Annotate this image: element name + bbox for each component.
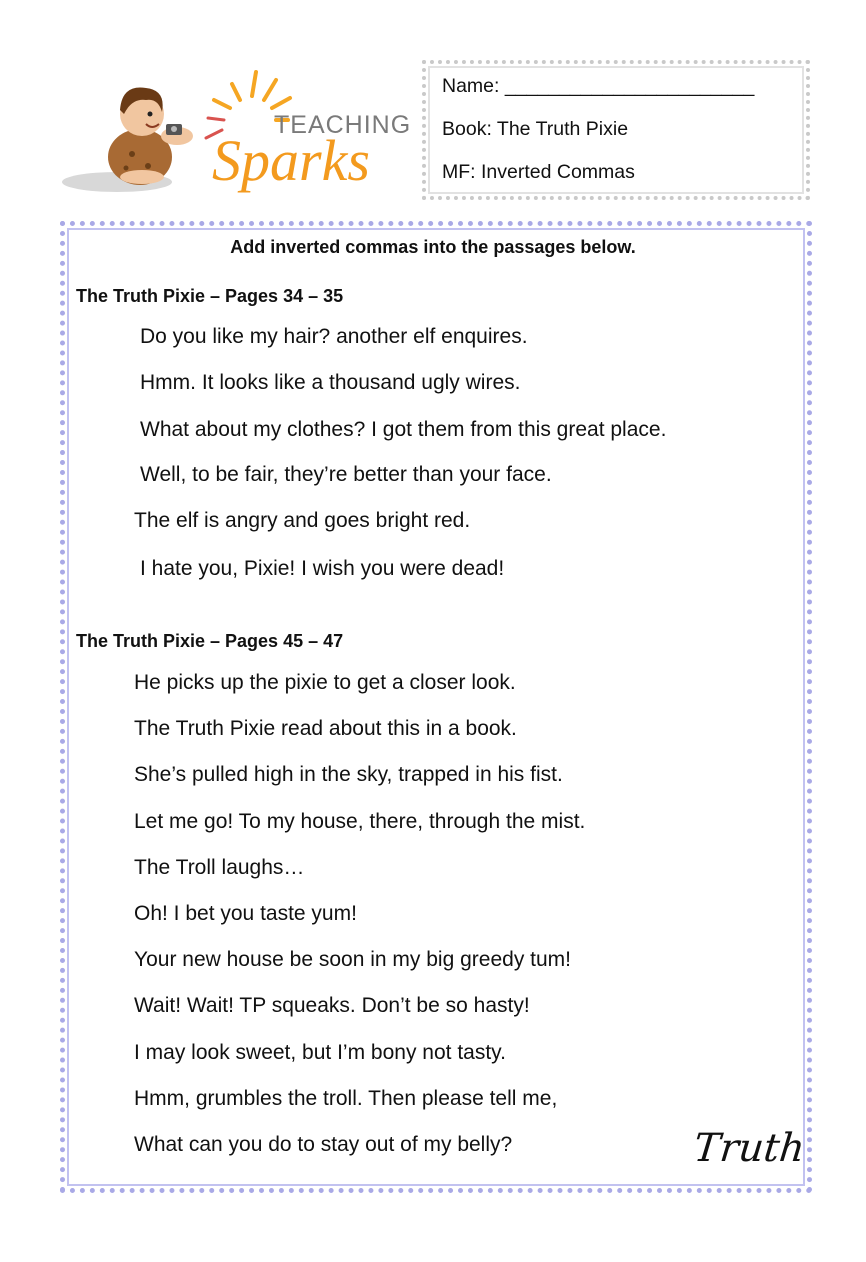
caveman-logo-icon xyxy=(62,62,412,202)
passage-line: I hate you, Pixie! I wish you were dead! xyxy=(140,557,505,580)
truth-stamp: Truth xyxy=(691,1126,807,1171)
student-info-box xyxy=(422,60,810,200)
name-field[interactable]: Name: _______________________ xyxy=(442,75,755,97)
passage-line: The Truth Pixie read about this in a book. xyxy=(134,717,517,740)
passage-line: I may look sweet, but I’m bony not tasty. xyxy=(134,1041,506,1064)
brand-line1: TEACHING xyxy=(274,111,412,139)
brand-line2: Sparks xyxy=(212,128,370,193)
passage-line: Do you like my hair? another elf enquires. xyxy=(140,325,528,348)
passage-line: He picks up the pixie to get a closer look. xyxy=(134,671,516,694)
section-title-pages-34-35: The Truth Pixie – Pages 34 – 35 xyxy=(76,286,344,306)
teaching-sparks-logo xyxy=(62,62,412,202)
passage-line: The Troll laughs… xyxy=(134,856,305,879)
book-label: Book: The Truth Pixie xyxy=(442,118,629,140)
mf-label: MF: Inverted Commas xyxy=(442,161,635,183)
passage-line: Oh! I bet you taste yum! xyxy=(134,902,357,925)
passage-line: Hmm. It looks like a thousand ugly wires. xyxy=(140,371,521,394)
passage-line: What can you do to stay out of my belly? xyxy=(134,1133,513,1156)
section-title-pages-45-47: The Truth Pixie – Pages 45 – 47 xyxy=(76,631,344,651)
passage-line: Let me go! To my house, there, through the mist. xyxy=(134,810,586,833)
instruction-text: Add inverted commas into the passages below. xyxy=(230,237,636,257)
passage-line: Hmm, grumbles the troll. Then please tell me, xyxy=(134,1087,558,1110)
passage-line: Your new house be soon in my big greedy tum! xyxy=(134,948,571,971)
passage-line: Wait! Wait! TP squeaks. Don’t be so hasty! xyxy=(134,994,530,1017)
passage-line: What about my clothes? I got them from this great place. xyxy=(140,418,667,441)
passage-line: She’s pulled high in the sky, trapped in his fist. xyxy=(134,763,563,786)
passage-line: Well, to be fair, they’re better than your face. xyxy=(140,463,552,486)
passage-line: The elf is angry and goes bright red. xyxy=(134,509,471,532)
